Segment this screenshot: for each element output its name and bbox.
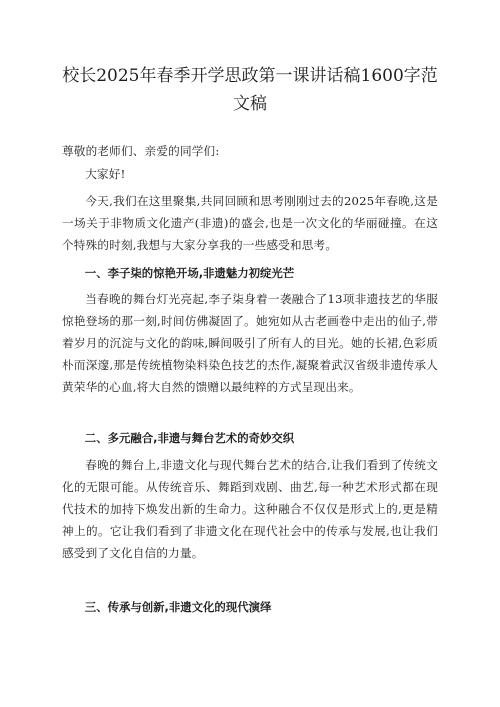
section-1-body: 当春晚的舞台灯光亮起,李子柒身着一袭融合了13项非遗技艺的华服惊艳登场的那一刻,时间仿佛凝固了。她宛如从古老画卷中走出的仙子,带着岁月的沉淀与文化的韵味,瞬间吸引了所有人的目光。她的长裙,色彩质朴而深邃,那是传统植物染料染色技艺的杰作,凝聚着武汉省级非遗传承人黄荣华的心血,将大自然的馈赠以最纯粹的方式呈现出来。	[62, 292, 438, 394]
section-2-body: 春晚的舞台上,非遗文化与现代舞台艺术的结合,让我们看到了传统文化的无限可能。从传统音乐、舞蹈到戏剧、曲艺,每一种艺术形式都在现代技术的加持下焕发出新的生命力。这种融合不仅仅是形式上的,更是精神上的。它让我们看到了非遗文化在现代社会中的传承与发展,也让我们感受到了文化自信的力量。	[62, 458, 438, 560]
greeting: 大家好!	[85, 167, 126, 181]
section-1-heading: 一、李子柒的惊艳开场,非遗魅力初绽光芒	[84, 266, 295, 280]
salutation: 尊敬的老师们、亲爱的同学们:	[62, 144, 220, 158]
section-2-heading: 二、多元融合,非遗与舞台艺术的奇妙交织	[84, 431, 295, 445]
document-title: 校长2025年春季开学思政第一课讲话稿1600字范文稿	[62, 66, 438, 114]
intro-paragraph: 今天,我们在这里聚集,共同回顾和思考刚刚过去的2025年春晚,这是一场关于非物质文化遗产(非遗)的盛会,也是一次文化的华丽碰撞。在这个特殊的时刻,我想与大家分享我的一些感受和思考。	[62, 194, 438, 252]
section-3-heading: 三、传承与创新,非遗文化的现代演绎	[84, 600, 272, 614]
